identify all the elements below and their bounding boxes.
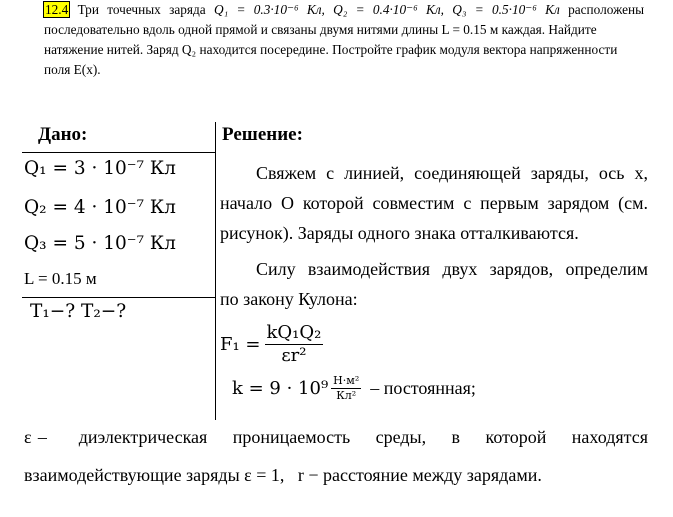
problem-number: 12.4 xyxy=(45,2,69,17)
formula-denominator: εr² xyxy=(281,345,307,366)
solution-header: Решение: xyxy=(222,124,303,145)
table-divider-vertical xyxy=(215,122,216,420)
problem-line-3: натяжение нитей. Заряд Q₂ находится посередине. Постройте график модуля вектора напряженности xyxy=(44,42,618,57)
given-q2: Q₂ = 4 · 10⁻⁷ Кл xyxy=(24,197,176,218)
solution-text xyxy=(220,158,648,314)
solution-line-2: начало O которой совместим с первым зарядом (см. xyxy=(220,193,648,213)
constant-value: k = 9 · 10⁹ xyxy=(232,378,329,399)
problem-word-3: заряда xyxy=(169,2,206,17)
problem-line-1 xyxy=(44,0,644,20)
bottom-paragraph xyxy=(24,422,648,490)
constant-unit xyxy=(331,374,361,403)
formula-fraction xyxy=(265,322,324,367)
problem-word-2: точечных xyxy=(107,2,161,17)
coulomb-formula xyxy=(220,322,323,367)
bottom-line-1: ε – диэлектрическая проницаемость среды, в которой находятся xyxy=(24,427,648,447)
problem-line-2: последовательно вдоль одной прямой и связаны двумя нитями длины L = 0.15 м каждая. Найдите xyxy=(44,22,597,37)
formula-lhs: F₁ = xyxy=(220,334,261,355)
problem-statement xyxy=(44,0,644,80)
problem-word-end: расположены xyxy=(568,2,645,17)
formula-numerator: kQ₁Q₂ xyxy=(266,322,322,343)
solution-line-1: Свяжем с линией, соединяющей заряды, ось x, xyxy=(256,163,648,183)
solution-line-4: Силу взаимодействия двух зарядов, определим xyxy=(256,259,648,279)
problem-word-1: Три xyxy=(77,2,99,17)
given-q3: Q₃ = 5 · 10⁻⁷ Кл xyxy=(24,233,176,254)
solution-line-3: рисунок). Заряды одного знака отталкиваются. xyxy=(220,223,579,243)
problem-q3: Q₃ = 0.5·10⁻⁶ Кл xyxy=(452,2,560,17)
find-values: T₁−? T₂−? xyxy=(30,301,127,322)
problem-q1: Q₁ = 0.3·10⁻⁶ Кл, xyxy=(213,2,325,17)
given-header: Дано: xyxy=(38,124,88,145)
bottom-line-2: взаимодействующие заряды ε = 1, r − расстояние между зарядами. xyxy=(24,465,542,485)
given-header-rule xyxy=(22,152,216,153)
given-length: L = 0.15 м xyxy=(24,269,97,288)
coulomb-constant xyxy=(232,374,476,403)
unit-numerator: Н·м² xyxy=(333,374,360,387)
problem-line-4: поля E(x). xyxy=(44,62,101,77)
unit-denominator: Кл² xyxy=(336,389,357,402)
given-q1: Q₁ = 3 · 10⁻⁷ Кл xyxy=(24,158,176,179)
find-rule xyxy=(22,297,216,298)
solution-line-5: по закону Кулона: xyxy=(220,289,358,309)
problem-q2: Q₂ = 0.4·10⁻⁶ Кл, xyxy=(333,2,444,17)
constant-note: – постоянная; xyxy=(370,378,476,398)
